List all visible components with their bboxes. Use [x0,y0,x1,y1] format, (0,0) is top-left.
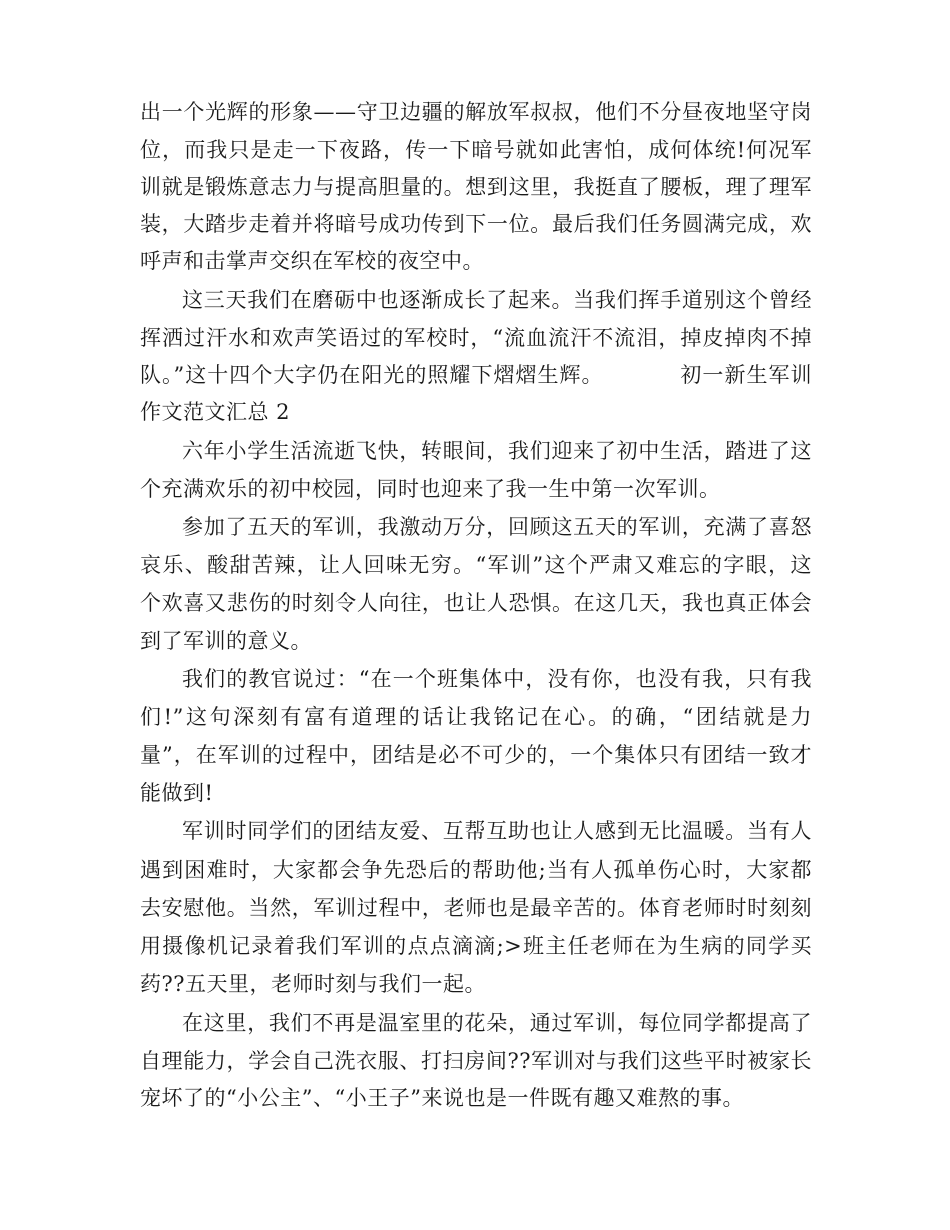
text-line: 呼声和击掌声交织在军校的夜空中。 [140,249,484,273]
text-line: 参加了五天的军训，我激动万分，回顾这五天的军训，充满了喜怒 [182,515,812,539]
text-line: 队。”这十四个大字仍在阳光的照耀下熠熠生辉。 初一新生军训 [140,363,812,387]
text-line: 药??五天里，老师时刻与我们一起。 [140,972,487,996]
text-line: 到了军训的意义。 [140,629,312,653]
text-line: 作文范文汇总 2 [140,400,291,424]
text-line: 这三天我们在磨砺中也逐渐成长了起来。当我们挥手道别这个曾经 [182,288,812,312]
text-line: 去安慰他。当然，军训过程中，老师也是最辛苦的。体育老师时时刻刻 [140,896,812,920]
text-line: 个充满欢乐的初中校园，同时也迎来了我一生中第一次军训。 [140,477,721,501]
text-line: 用摄像机记录着我们军训的点点滴滴;>班主任老师在为生病的同学买 [140,934,812,958]
text-line: 我们的教官说过：“在一个班集体中，没有你，也没有我，只有我 [182,667,812,691]
text-line: 装，大踏步走着并将暗号成功传到下一位。最后我们任务圆满完成，欢 [140,212,812,236]
text-line: 个欢喜又悲伤的时刻令人向往，也让人恐惧。在这几天，我也真正体会 [140,591,812,615]
text-line: 遇到困难时，大家都会争先恐后的帮助他;当有人孤单伤心时，大家都 [140,858,812,882]
text-line: 挥洒过汗水和欢声笑语过的军校时，“流血流汗不流泪，掉皮掉肉不掉 [140,326,812,350]
text-line: 宠坏了的“小公主”、“小王子”来说也是一件既有趣又难熬的事。 [140,1086,744,1110]
text-line: 在这里，我们不再是温室里的花朵，通过军训，每位同学都提高了 [182,1011,812,1035]
text-line: 能做到! [140,781,214,805]
text-line: 训就是锻炼意志力与提高胆量的。想到这里，我挺直了腰板，理了理军 [140,175,812,199]
text-line: 军训时同学们的团结友爱、互帮互助也让人感到无比温暖。当有人 [182,819,812,843]
text-line: 位，而我只是走一下夜路，传一下暗号就如此害怕，成何体统!何况军 [140,138,812,162]
text-line: 自理能力，学会自己洗衣服、打扫房间??军训对与我们这些平时被家长 [140,1049,812,1073]
text-line: 哀乐、酸甜苦辣，让人回味无穷。“军训”这个严肃又难忘的字眼，这 [140,553,812,577]
text-line: 们!”这句深刻有富有道理的话让我铭记在心。的确，“团结就是力 [140,705,812,729]
text-line: 量”，在军训的过程中，团结是必不可少的，一个集体只有团结一致才 [140,743,812,767]
text-line: 六年小学生活流逝飞快，转眼间，我们迎来了初中生活，踏进了这 [182,439,812,463]
text-line: 出一个光辉的形象——守卫边疆的解放军叔叔，他们不分昼夜地坚守岗 [140,100,812,124]
